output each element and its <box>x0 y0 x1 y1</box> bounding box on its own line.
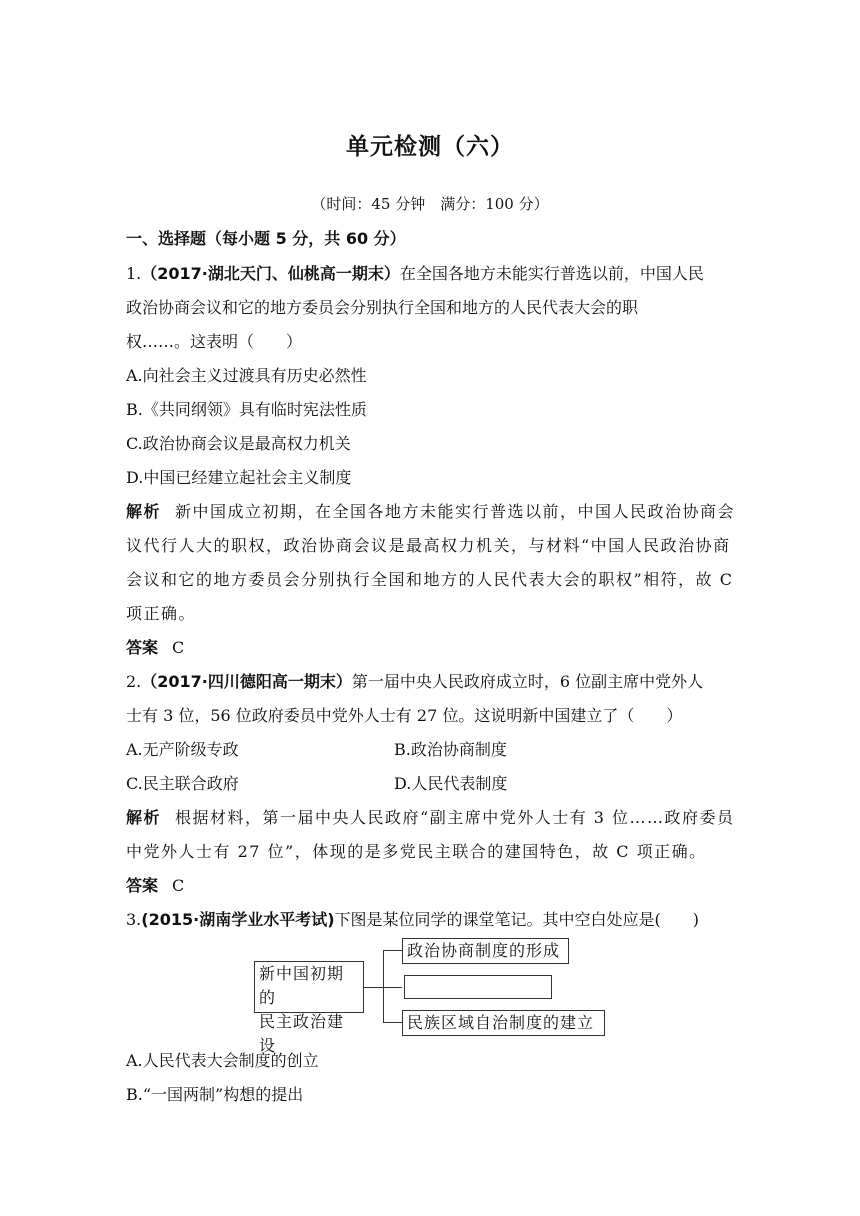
q1-number: 1. <box>126 264 142 283</box>
q1-explanation-line-4: 项正确。 <box>126 604 197 623</box>
diagram-box-blank <box>404 975 552 999</box>
q1-stem-text: 在全国各地方未能实行普选以前，中国人民 <box>399 264 704 283</box>
q2-options-row-1 <box>126 740 726 760</box>
q2-option-a: A.无产阶级专政 <box>126 740 239 759</box>
diagram-box-bottom: 民族区域自治制度的建立 <box>402 1010 605 1036</box>
q1-option-b: B.《共同纲领》具有临时宪法性质 <box>126 400 367 419</box>
q2-answer <box>126 876 184 896</box>
diagram-root-line-2: 民主政治建设 <box>259 1012 345 1055</box>
q1-answer-value: C <box>172 638 185 657</box>
diagram-root-box <box>254 961 364 1055</box>
q1-answer-label: 答案 <box>126 638 159 657</box>
q1-source: （2017·湖北天门、仙桃高一期末） <box>141 264 400 283</box>
q2-explanation-line-1 <box>126 808 735 828</box>
diagram-branch-bottom <box>383 1022 402 1023</box>
section-heading: 一、选择题（每小题 5 分，共 60 分） <box>126 229 406 248</box>
q1-explanation-line-2: 议代行人大的职权，政治协商会议是最高权力机关，与材料“中国人民政治协商 <box>126 536 731 555</box>
q1-answer <box>126 638 184 658</box>
diagram-branch-middle <box>383 987 402 988</box>
q2-source: （2017·四川德阳高一期末） <box>141 672 352 691</box>
q2-explanation-text: 根据材料，第一届中央人民政府“副主席中党外人士有 3 位……政府委员 <box>175 808 735 827</box>
q1-option-d: D.中国已经建立起社会主义制度 <box>126 468 352 487</box>
q2-answer-value: C <box>172 876 185 895</box>
diagram-root-line-1: 新中国初期的 <box>259 964 345 1007</box>
q3-option-b: B.“一国两制”构想的提出 <box>126 1085 304 1104</box>
q2-option-b: B.政治协商制度 <box>394 740 507 759</box>
diagram-box-top: 政治协商制度的形成 <box>402 938 569 964</box>
q3-source: (2015·湖南学业水平考试) <box>141 910 335 929</box>
q1-option-a: A.向社会主义过渡具有历史必然性 <box>126 366 367 385</box>
q2-number: 2. <box>126 672 142 691</box>
q2-stem-line-2: 士有 3 位，56 位政府委员中党外人士有 27 位。这说明新中国建立了（ ） <box>126 706 683 725</box>
q2-options-row-2 <box>126 774 726 794</box>
diagram-branch-top <box>383 950 402 951</box>
q1-explanation-label: 解析 <box>126 502 162 521</box>
q1-explanation-line-3: 会议和它的地方委员会分别执行全国和地方的人民代表大会的职权”相符，故 C <box>126 570 734 589</box>
q1-stem-line-3: 权……。这表明（ ） <box>126 332 303 351</box>
q1-explanation-line-1 <box>126 502 735 522</box>
q3-option-a: A.人民代表大会制度的创立 <box>126 1051 319 1070</box>
q3-stem <box>126 910 699 930</box>
q2-explanation-label: 解析 <box>126 808 162 827</box>
q2-option-c: C.民主联合政府 <box>126 774 239 793</box>
q2-stem-line-1 <box>126 672 703 692</box>
q1-stem-line-2: 政治协商会议和它的地方委员会分别执行全国和地方的人民代表大会的职 <box>126 298 639 317</box>
q1-stem-line-1 <box>126 264 704 284</box>
q2-explanation-line-2: 中党外人士有 27 位”，体现的是多党民主联合的建国特色，故 C 项正确。 <box>126 842 707 861</box>
exam-info: （时间：45 分钟 满分：100 分） <box>311 195 549 213</box>
q2-answer-label: 答案 <box>126 876 159 895</box>
page-title: 单元检测（六） <box>346 134 514 160</box>
q2-stem-text: 第一届中央人民政府成立时，6 位副主席中党外人 <box>351 672 704 691</box>
diagram-connector <box>364 987 383 988</box>
q2-option-d: D.人民代表制度 <box>394 774 508 793</box>
q1-explanation-text: 新中国成立初期，在全国各地方未能实行普选以前，中国人民政治协商会 <box>175 502 736 521</box>
q1-option-c: C.政治协商会议是最高权力机关 <box>126 434 351 453</box>
q3-stem-text: 下图是某位同学的课堂笔记。其中空白处应是( ) <box>334 910 700 929</box>
q3-number: 3. <box>126 910 142 929</box>
